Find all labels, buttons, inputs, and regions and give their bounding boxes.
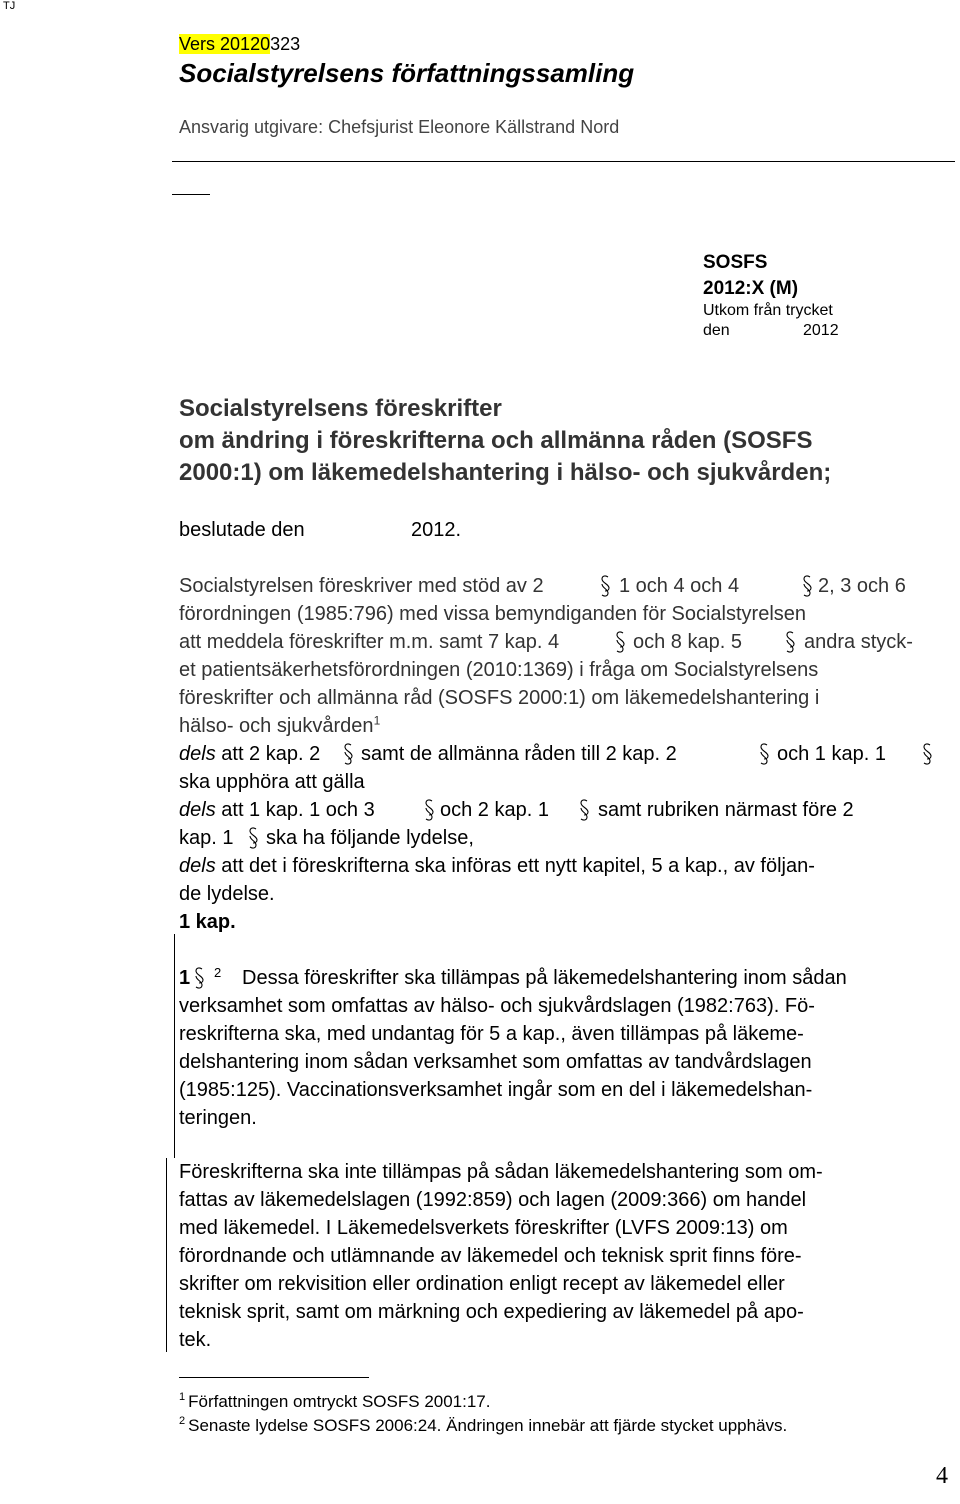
section-number: 1: [179, 967, 191, 989]
body-line: kap. 1: [179, 827, 234, 849]
section-sign-icon: [801, 574, 813, 598]
body-line: [179, 853, 815, 880]
body-line: delshantering inom sådan verksamhet som omfattas av tandvårdslagen: [179, 1051, 812, 1073]
section-sign-icon: [599, 574, 611, 598]
version-label: [179, 34, 300, 55]
section-sign-icon: [193, 966, 205, 990]
body-line: och 1 kap. 1: [777, 743, 886, 765]
body-line: förordnande och utlämnande av läkemedel och teknisk sprit finns före-: [179, 1245, 802, 1267]
body-text: att 1 kap. 1 och 3: [215, 799, 375, 821]
body-line: andra styck-: [804, 631, 913, 653]
section-sign-icon: [758, 742, 770, 766]
body-line: reskrifterna ska, med undantag för 5 a kap., även tillämpas på läkeme-: [179, 1023, 804, 1045]
chapter-heading: 1 kap.: [179, 911, 236, 933]
footnote-number: 1: [179, 1391, 186, 1404]
body-text: hälso- och sjukvården: [179, 715, 374, 737]
footnote-text: Senaste lydelse SOSFS 2006:24. Ändringen innebär att fjärde stycket upphävs.: [188, 1416, 788, 1435]
body-line: fattas av läkemedelslagen (1992:859) och lagen (2009:366) om handel: [179, 1189, 807, 1211]
dels-word: dels: [179, 799, 216, 821]
body-text: att det i föreskrifterna ska införas ett nytt kapitel, 5 a kap., av följan-: [215, 855, 815, 877]
body-line: tek.: [179, 1329, 212, 1351]
footnote-ref: 2: [214, 965, 222, 980]
section-sign-icon: [423, 798, 435, 822]
body-line: (1985:125). Vaccinationsverksamhet ingår som en del i läkemedelshan-: [179, 1079, 813, 1101]
body-line: ska ha följande lydelse,: [266, 827, 474, 849]
change-bar: [166, 1158, 167, 1352]
title-line-2: om ändring i föreskrifterna och allmänna råden (SOSFS: [179, 427, 813, 454]
body-line: 1 och 4 och 4: [619, 575, 740, 597]
publisher-line: Ansvarig utgivare: Chefsjurist Eleonore Källstrand Nord: [179, 117, 620, 137]
footnote-number: 2: [179, 1415, 186, 1428]
body-line: [179, 713, 380, 740]
header-rule-short: [172, 194, 210, 195]
body-line: teknisk sprit, samt om märkning och expediering av läkemedel på apo-: [179, 1301, 804, 1323]
body-line: att meddela föreskrifter m.m. samt 7 kap. 4: [179, 631, 560, 653]
body-line: de lydelse.: [179, 883, 275, 905]
body-line: föreskrifter och allmänna råd (SOSFS 2000:1) om läkemedelshantering i: [179, 687, 820, 709]
section-sign-icon: [247, 826, 259, 850]
decided-label: beslutade den: [179, 519, 305, 541]
body-line: Föreskrifterna ska inte tillämpas på sådan läkemedelshantering som om-: [179, 1161, 823, 1183]
section-sign-icon: [614, 630, 626, 654]
footnote-ref: 1: [373, 713, 381, 728]
footnote: [179, 1392, 491, 1412]
doc-series: SOSFS: [703, 252, 768, 273]
version-highlight: 20120: [220, 34, 271, 54]
section-sign-icon: [342, 742, 354, 766]
change-bar: [174, 934, 175, 1158]
body-line: 2, 3 och 6: [818, 575, 906, 597]
body-line: skrifter om rekvisition eller ordination enligt recept av läkemedel eller: [179, 1273, 785, 1295]
footnote-text: Författningen omtryckt SOSFS 2001:17.: [188, 1392, 491, 1411]
footnote-rule: [179, 1377, 369, 1378]
decided-year: 2012.: [411, 519, 462, 541]
body-line: [179, 741, 320, 768]
body-line: samt rubriken närmast före 2: [598, 799, 854, 821]
body-line: och 8 kap. 5: [633, 631, 742, 653]
body-line: ska upphöra att gälla: [179, 771, 365, 793]
body-line: samt de allmänna råden till 2 kap. 2: [361, 743, 677, 765]
body-text: att 2 kap. 2: [215, 743, 321, 765]
body-line: [179, 797, 375, 824]
doc-number: 2012:X (M): [703, 278, 799, 299]
body-line: förordningen (1985:796) med vissa bemyndiganden för Socialstyrelsen: [179, 603, 807, 625]
dels-word: dels: [179, 743, 216, 765]
version-prefix: Vers: [179, 34, 221, 54]
date-year: 2012: [803, 322, 839, 339]
corner-mark: TJ: [3, 0, 16, 12]
body-line: Dessa föreskrifter ska tillämpas på läkemedelshantering inom sådan: [242, 967, 847, 989]
dels-word: dels: [179, 855, 216, 877]
body-line: med läkemedel. I Läkemedelsverkets föreskrifter (LVFS 2009:13) om: [179, 1217, 788, 1239]
section-sign-icon: [578, 798, 590, 822]
body-line: verksamhet som omfattas av hälso- och sjukvårdslagen (1982:763). Fö-: [179, 995, 815, 1017]
body-line: Socialstyrelsen föreskriver med stöd av 2: [179, 575, 544, 597]
footnote: [179, 1416, 787, 1436]
section-sign-icon: [784, 630, 796, 654]
header-rule: [172, 161, 955, 162]
version-rest: 323: [270, 34, 301, 54]
title-line-1: Socialstyrelsens föreskrifter: [179, 395, 502, 422]
page-number: 4: [936, 1463, 948, 1489]
body-line: teringen.: [179, 1107, 257, 1129]
body-line: et patientsäkerhetsförordningen (2010:1369) i fråga om Socialstyrelsens: [179, 659, 819, 681]
section-sign-icon: [921, 742, 933, 766]
printed-label: Utkom från trycket: [703, 302, 833, 319]
body-line: och 2 kap. 1: [440, 799, 549, 821]
collection-title: Socialstyrelsens författningssamling: [179, 58, 635, 88]
title-line-3: 2000:1) om läkemedelshantering i hälso- och sjukvården;: [179, 459, 832, 486]
date-label: den: [703, 322, 730, 339]
